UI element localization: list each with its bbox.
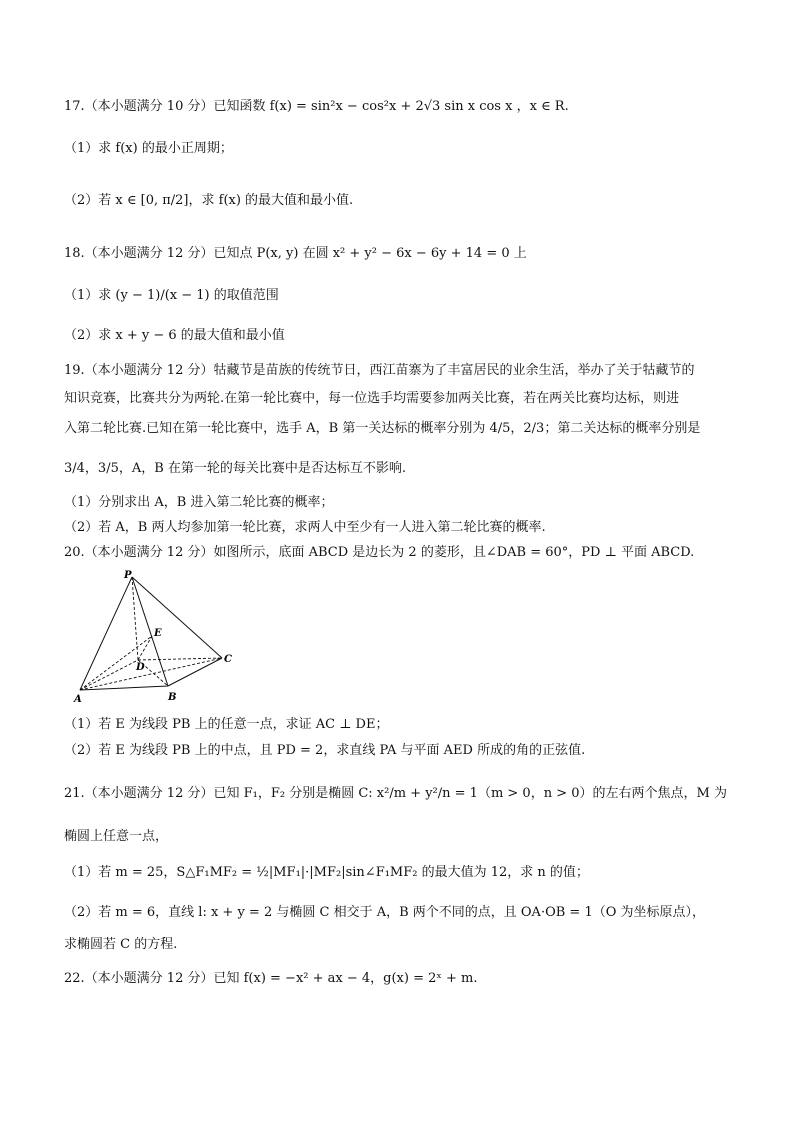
q21-part1: （1）若 m = 25，S△F₁MF₂ = ½|MF₁|·|MF₂|sin∠F₁MF₂ 的最大值为 12，求 n 的值； (64, 865, 589, 880)
q19-part2: （2）若 A，B 两人均参加第一轮比赛，求两人中至少有一人进入第二轮比赛的概率. (64, 520, 546, 535)
edge-AB (80, 686, 168, 690)
edge-PA (80, 577, 132, 690)
q19-stem-line4: 3/4，3/5，A，B 在第一轮的每关比赛中是否达标互不影响. (64, 461, 407, 476)
q19-part1: （1）分别求出 A，B 进入第二轮比赛的概率； (64, 495, 334, 510)
q20-part1: （1）若 E 为线段 PB 上的任意一点，求证 AC ⊥ DE； (64, 717, 389, 732)
label-B: B (168, 692, 177, 703)
edge-AD (80, 660, 138, 690)
q21-part2-line2: 求椭圆若 C 的方程. (64, 937, 178, 952)
edge-DE (138, 636, 152, 660)
pyramid-figure (70, 568, 250, 708)
q22-stem: 22.（本小题满分 12 分）已知 f(x) = −x² + ax − 4，g(x) = 2ˣ + m. (64, 971, 478, 986)
q19-stem-line2: 知识竞赛，比赛共分为两轮.在第一轮比赛中，每一位选手均需要参加两关比赛，若在两关比赛均达标，则进 (64, 391, 680, 406)
q18-stem: 18.（本小题满分 12 分）已知点 P(x, y) 在圆 x² + y² − 6x − 6y + 14 = 0 上 (64, 246, 527, 261)
q20-part2: （2）若 E 为线段 PB 上的中点，且 PD = 2，求直线 PA 与平面 AED 所成的角的正弦值. (64, 743, 586, 758)
label-E: E (154, 628, 162, 639)
q21-part2-line1: （2）若 m = 6，直线 l: x + y = 2 与椭圆 C 相交于 A，B 两个不同的点，且 OA·OB = 1（O 为坐标原点）， (64, 905, 706, 920)
edge-DC (138, 658, 222, 660)
q17-part1: （1）求 f(x) 的最小正周期； (64, 141, 233, 156)
q17-stem: 17.（本小题满分 10 分）已知函数 f(x) = sin²x − cos²x + 2√3 sin x cos x ，x ∈ R. (64, 99, 569, 114)
q19-stem-line3: 入第二轮比赛.已知在第一轮比赛中，选手 A，B 第一关达标的概率分别为 4/5，2/3；第二关达标的概率分别是 (64, 421, 701, 436)
q19-stem-line1: 19.（本小题满分 12 分）牯藏节是苗族的传统节日，西江苗寨为了丰富居民的业余生活，举办了关于牯藏节的 (64, 363, 695, 378)
q18-part2: （2）求 x + y − 6 的最大值和最小值 (64, 328, 285, 343)
q21-stem-line1: 21.（本小题满分 12 分）已知 F₁，F₂ 分别是椭圆 C: x²/m + y²/n = 1（m > 0，n > 0）的左右两个焦点，M 为 (64, 786, 727, 801)
label-A: A (74, 694, 82, 705)
q21-stem-line2: 椭圆上任意一点， (64, 829, 169, 844)
q18-part1: （1）求 (y − 1)/(x − 1) 的取值范围 (64, 288, 279, 303)
q17-part2: （2）若 x ∈ [0, π/2]，求 f(x) 的最大值和最小值. (64, 193, 354, 208)
q20-stem: 20.（本小题满分 12 分）如图所示，底面 ABCD 是边长为 2 的菱形，且∠DAB = 60°，PD ⊥ 平面 ABCD. (64, 545, 695, 560)
label-D: D (136, 662, 145, 673)
edge-BC (168, 658, 222, 686)
label-P: P (124, 570, 132, 581)
label-C: C (224, 654, 232, 665)
